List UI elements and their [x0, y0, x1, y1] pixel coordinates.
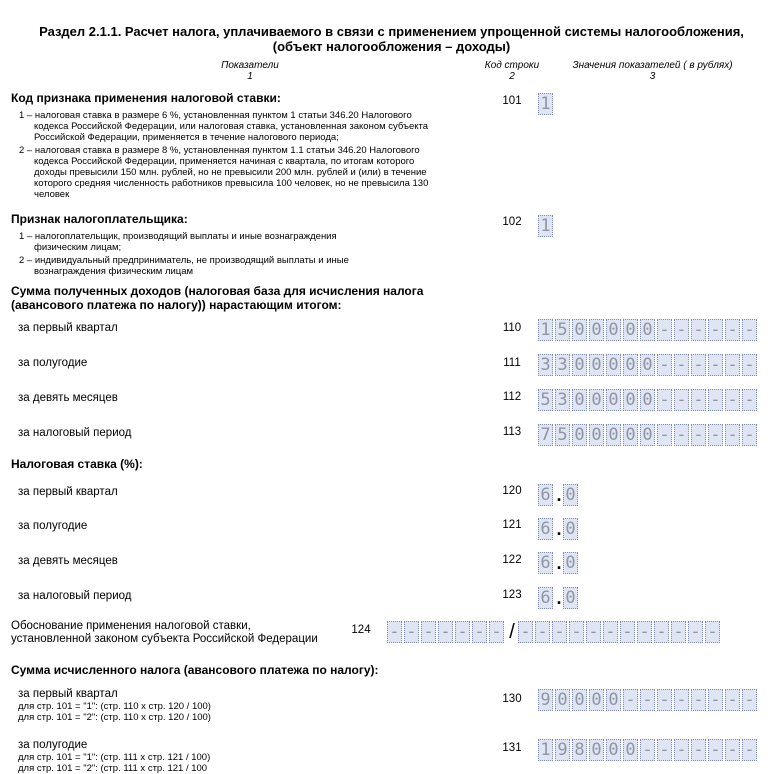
- decimal-point: .: [556, 485, 562, 505]
- calculated-row-131: за полугодие для стр. 101 = "1": (стр. 111 х стр. 121 / 100) для стр. 101 = "2": (стр. 111 х стр. 121 / 100: [18, 739, 211, 774]
- cell[interactable]: -: [691, 319, 706, 341]
- field-131[interactable]: [538, 738, 759, 762]
- field-123[interactable]: [538, 586, 580, 610]
- cell[interactable]: 0: [555, 689, 570, 711]
- decimal-point: .: [556, 519, 562, 539]
- cell[interactable]: -: [671, 621, 686, 643]
- cell[interactable]: 0: [623, 739, 638, 761]
- taxpayer-sign-option-2: 2 – индивидуальный предприниматель, не производящий выплаты и иные вознаграждения физическим лицам: [19, 255, 349, 277]
- cell[interactable]: 0: [589, 424, 604, 446]
- line-code-112: 112: [502, 391, 522, 403]
- cell[interactable]: 8: [572, 739, 587, 761]
- line-code-130: 130: [502, 693, 522, 705]
- rate-row-label: за первый квартал: [18, 486, 118, 498]
- cell[interactable]: -: [657, 424, 672, 446]
- line-code-101: 101: [502, 95, 522, 107]
- cell[interactable]: 5: [555, 319, 570, 341]
- field-120[interactable]: [538, 483, 580, 507]
- tax-rate-code-heading: Код признака применения налоговой ставки:: [11, 91, 281, 105]
- cell[interactable]: -: [708, 424, 723, 446]
- cell[interactable]: -: [708, 689, 723, 711]
- cell[interactable]: -: [518, 621, 533, 643]
- cell[interactable]: 0: [563, 552, 578, 574]
- cell[interactable]: 0: [606, 354, 621, 376]
- cell[interactable]: -: [742, 319, 757, 341]
- cell[interactable]: -: [657, 354, 672, 376]
- cell[interactable]: -: [708, 389, 723, 411]
- column-header-indicators: Показатели 1: [221, 60, 279, 82]
- cell[interactable]: -: [657, 319, 672, 341]
- cell[interactable]: 0: [572, 354, 587, 376]
- cell[interactable]: 0: [589, 739, 604, 761]
- cell[interactable]: 0: [640, 354, 655, 376]
- field-111[interactable]: [538, 353, 759, 377]
- decimal-point: .: [556, 553, 562, 573]
- field-124-separator: /: [509, 621, 515, 643]
- cell[interactable]: 7: [538, 424, 553, 446]
- rate-row-label: за девять месяцев: [18, 555, 118, 567]
- cell[interactable]: 9: [555, 739, 570, 761]
- cell[interactable]: 9: [538, 689, 553, 711]
- field-110[interactable]: [538, 318, 759, 342]
- field-122[interactable]: [538, 551, 580, 575]
- cell[interactable]: -: [640, 689, 655, 711]
- cell[interactable]: 5: [538, 389, 553, 411]
- cell[interactable]: 1: [538, 215, 553, 237]
- cell[interactable]: -: [674, 424, 689, 446]
- rate-row-label: за полугодие: [18, 520, 88, 532]
- cell[interactable]: -: [725, 354, 740, 376]
- taxpayer-sign-heading: Признак налогоплательщика:: [11, 212, 188, 226]
- cell[interactable]: 6: [538, 518, 553, 540]
- cell[interactable]: -: [725, 739, 740, 761]
- cell[interactable]: -: [691, 389, 706, 411]
- rate-row-label: за налоговый период: [18, 590, 132, 602]
- cell[interactable]: 0: [563, 484, 578, 506]
- cell[interactable]: -: [552, 621, 567, 643]
- cell[interactable]: -: [535, 621, 550, 643]
- tax-rate-code-option-2: 2 – налоговая ставка в размере 8 %, установленная пунктом 1.1 статьи 346.20 Налогового кодекса Российской Федерации, применяется начиная с квартала, по итогам которого доходы превысили 150 млн. рублей, но не превысили 200 млн. рублей и (или) в течение которого средняя численность работников превысила 100 человек, но не превысила 130 человек: [19, 145, 429, 200]
- line-code-122: 122: [502, 554, 522, 566]
- cell[interactable]: -: [637, 621, 652, 643]
- cell[interactable]: 0: [589, 389, 604, 411]
- cell[interactable]: 0: [606, 319, 621, 341]
- cell[interactable]: -: [708, 319, 723, 341]
- line-code-113: 113: [502, 426, 522, 438]
- field-113[interactable]: [538, 423, 759, 447]
- cell[interactable]: -: [654, 621, 669, 643]
- field-121[interactable]: [538, 517, 580, 541]
- column-header-line-code: Код строки 2: [484, 60, 540, 82]
- cell[interactable]: -: [688, 621, 703, 643]
- field-124-right[interactable]: [518, 620, 722, 644]
- basis-label: Обоснование применения налоговой ставки, установленной законом субъекта Российской Федерации: [11, 620, 318, 645]
- cell[interactable]: 0: [563, 518, 578, 540]
- field-101[interactable]: [538, 92, 555, 116]
- cell[interactable]: 0: [623, 354, 638, 376]
- section-title-line2: (объект налогообложения – доходы): [272, 39, 511, 54]
- cell[interactable]: -: [708, 354, 723, 376]
- calculated-heading: Сумма исчисленного налога (авансового платежа по налогу):: [11, 663, 379, 677]
- cell[interactable]: -: [674, 389, 689, 411]
- cell[interactable]: -: [674, 689, 689, 711]
- cell[interactable]: 0: [623, 424, 638, 446]
- cell[interactable]: 0: [589, 689, 604, 711]
- column-header-values: Значения показателей ( в рублях) 3: [572, 60, 733, 82]
- income-heading: Сумма полученных доходов (налоговая база для исчисления налога (авансового платежа по налогу)) нарастающим итогом:: [11, 284, 424, 312]
- income-row-label: за полугодие: [18, 357, 88, 369]
- rate-heading: Налоговая ставка (%):: [11, 457, 143, 471]
- cell[interactable]: 0: [589, 319, 604, 341]
- cell[interactable]: -: [742, 689, 757, 711]
- line-code-124: 124: [351, 624, 371, 636]
- line-code-120: 120: [502, 485, 522, 497]
- cell[interactable]: 0: [606, 389, 621, 411]
- cell[interactable]: -: [742, 424, 757, 446]
- cell[interactable]: 6: [538, 484, 553, 506]
- income-row-label: за первый квартал: [18, 322, 118, 334]
- cell[interactable]: 1: [538, 93, 553, 115]
- cell[interactable]: 0: [572, 689, 587, 711]
- cell[interactable]: 0: [606, 424, 621, 446]
- line-code-102: 102: [502, 216, 522, 228]
- cell[interactable]: 0: [572, 389, 587, 411]
- cell[interactable]: -: [421, 621, 436, 643]
- cell[interactable]: -: [708, 739, 723, 761]
- cell[interactable]: -: [657, 389, 672, 411]
- cell[interactable]: -: [705, 621, 720, 643]
- cell[interactable]: 0: [563, 587, 578, 609]
- cell[interactable]: -: [725, 689, 740, 711]
- cell[interactable]: -: [620, 621, 635, 643]
- cell[interactable]: -: [725, 389, 740, 411]
- line-code-131: 131: [502, 742, 522, 754]
- cell[interactable]: 0: [623, 319, 638, 341]
- calculated-row-130: за первый квартал для стр. 101 = "1": (стр. 110 х стр. 120 / 100) для стр. 101 = "2": (стр. 110 х стр. 120 / 100): [18, 688, 211, 723]
- cell[interactable]: -: [489, 621, 504, 643]
- line-code-110: 110: [502, 322, 522, 334]
- cell[interactable]: 0: [606, 689, 621, 711]
- cell[interactable]: -: [674, 739, 689, 761]
- cell[interactable]: -: [742, 354, 757, 376]
- cell[interactable]: -: [586, 621, 601, 643]
- tax-rate-code-option-1: 1 – налоговая ставка в размере 6 %, установленная пунктом 1 статьи 346.20 Налогового кодекса Российской Федерации, или налоговая ставка, установленная законом субъекта Российской Федерации, применяется в течение налогового периода;: [19, 110, 429, 143]
- income-row-label: за налоговый период: [18, 427, 132, 439]
- cell[interactable]: -: [404, 621, 419, 643]
- cell[interactable]: -: [569, 621, 584, 643]
- cell[interactable]: 0: [640, 424, 655, 446]
- cell[interactable]: -: [674, 354, 689, 376]
- cell[interactable]: -: [742, 389, 757, 411]
- cell[interactable]: -: [455, 621, 470, 643]
- cell[interactable]: -: [472, 621, 487, 643]
- field-124[interactable]: [387, 620, 722, 644]
- line-code-121: 121: [502, 519, 522, 531]
- cell[interactable]: -: [387, 621, 402, 643]
- cell[interactable]: -: [725, 424, 740, 446]
- decimal-point: .: [556, 588, 562, 608]
- cell[interactable]: -: [657, 739, 672, 761]
- cell[interactable]: -: [742, 739, 757, 761]
- line-code-123: 123: [502, 589, 522, 601]
- cell[interactable]: 0: [606, 739, 621, 761]
- cell[interactable]: 0: [572, 424, 587, 446]
- cell[interactable]: -: [438, 621, 453, 643]
- cell[interactable]: 6: [538, 552, 553, 574]
- cell[interactable]: -: [691, 354, 706, 376]
- cell[interactable]: -: [603, 621, 618, 643]
- cell[interactable]: -: [691, 424, 706, 446]
- field-130[interactable]: [538, 688, 759, 712]
- cell[interactable]: -: [691, 689, 706, 711]
- cell[interactable]: 0: [640, 319, 655, 341]
- cell[interactable]: 1: [538, 319, 553, 341]
- line-code-111: 111: [503, 357, 521, 369]
- cell[interactable]: -: [674, 319, 689, 341]
- cell[interactable]: 1: [538, 739, 553, 761]
- field-124-left[interactable]: [387, 620, 506, 644]
- section-title-line1: Раздел 2.1.1. Расчет налога, уплачиваемого в связи с применением упрощенной системы налогообложения,: [39, 24, 744, 39]
- cell[interactable]: 0: [640, 389, 655, 411]
- cell[interactable]: -: [640, 739, 655, 761]
- cell[interactable]: 0: [572, 319, 587, 341]
- cell[interactable]: -: [657, 689, 672, 711]
- cell[interactable]: 3: [555, 389, 570, 411]
- cell[interactable]: 3: [555, 354, 570, 376]
- cell[interactable]: 0: [623, 389, 638, 411]
- field-112[interactable]: [538, 388, 759, 412]
- field-102[interactable]: [538, 214, 555, 238]
- cell[interactable]: 5: [555, 424, 570, 446]
- cell[interactable]: 6: [538, 587, 553, 609]
- taxpayer-sign-option-1: 1 – налогоплательщик, производящий выплаты и иные вознаграждения физическим лицам;: [19, 231, 337, 253]
- income-row-label: за девять месяцев: [18, 392, 118, 404]
- cell[interactable]: 3: [538, 354, 553, 376]
- cell[interactable]: -: [691, 739, 706, 761]
- cell[interactable]: -: [725, 319, 740, 341]
- section-title: [0, 24, 783, 54]
- cell[interactable]: 0: [589, 354, 604, 376]
- cell[interactable]: -: [623, 689, 638, 711]
